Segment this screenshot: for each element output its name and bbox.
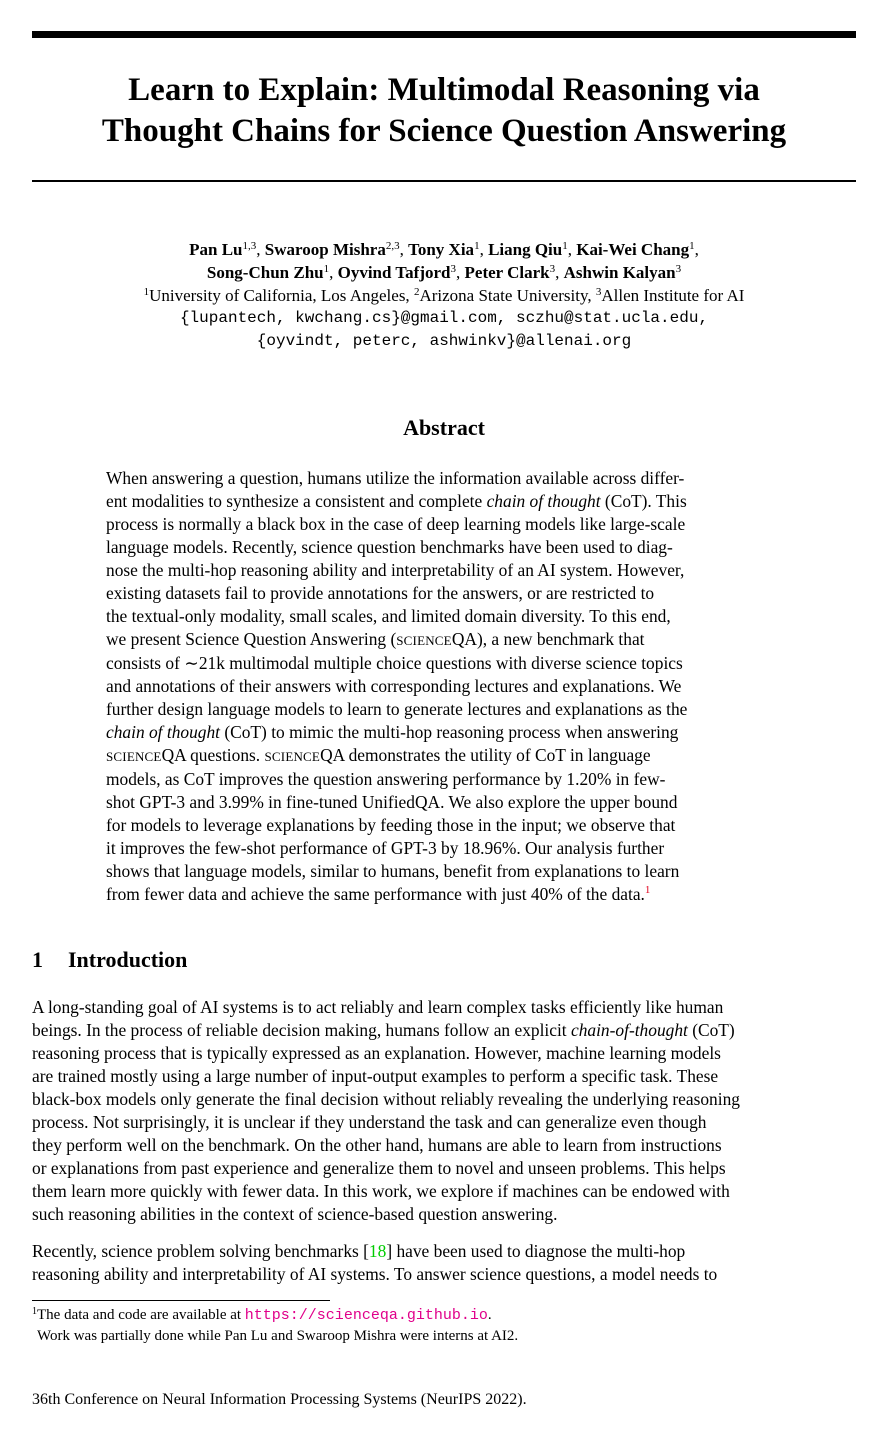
affiliations [32,284,856,307]
affiliation-mark: 2 [413,286,420,298]
abstract-line: consists of ∼21k multimodal multiple choice questions with diverse science topics [106,653,683,673]
affiliation-asu: Arizona State University, [419,286,596,305]
author-name: Pan Lu [189,240,243,259]
abstract-line: language models. Recently, science question benchmarks have been used to diag- [106,537,673,557]
affiliation-ucla: University of California, Los Angeles, [149,286,414,305]
author-affiliation-mark: 3 [450,263,457,275]
author-name: Liang Qiu [488,240,563,259]
abstract-line: for models to leverage explanations by feeding those in the input; we observe that [106,815,676,835]
footnote-link[interactable]: 1 [644,884,651,896]
author-name: Peter Clark [464,263,550,282]
abstract-line: process is normally a black box in the case of deep learning models like large-scale [106,514,686,534]
author-affiliation-mark: 1 [562,240,568,252]
email-line-1: {lupantech, kwchang.cs}@gmail.com, sczhu@stat.ucla.edu, [179,309,709,327]
body-line: are trained mostly using a large number of input-output examples to perform a specific task. These [32,1066,719,1086]
abstract-line: the textual-only modality, small scales, and limited domain diversity. To this end, [106,606,671,626]
body-line: process. Not surprisingly, it is unclear if they understand the task and can generalize even though [32,1112,707,1132]
author-affiliation-mark: 1 [323,263,330,275]
body-line: reasoning ability and interpretability of AI systems. To answer science questions, a model needs to [32,1264,718,1284]
author-line-2: Song-Chun Zhu$^1$, Oyvind Tafjord$^3$, Peter Clark$^3$, Ashwin Kalyan$^3$ [206,263,682,282]
title-line-1: Learn to Explain: Multimodal Reasoning via [128,72,760,108]
body-line: reasoning process that is typically expressed as an explanation. However, machine learning models [32,1043,721,1063]
body-line: Recently, science problem solving benchmarks [18] have been used to diagnose the multi-hop [32,1241,686,1261]
abstract-line: models, as CoT improves the question answering performance by 1.20% in few- [106,769,666,789]
paper-title [32,70,856,152]
abstract-line: When answering a question, humans utilize the information available across differ- [106,468,685,488]
body-line: or explanations from past experience and generalize them to novel and unseen problems. This helps [32,1158,726,1178]
body-line: them learn more quickly with fewer data. In this work, we explore if machines can be endowed with [32,1181,730,1201]
abstract-heading: Abstract [403,415,485,440]
author-name: Ashwin Kalyan [563,263,676,282]
section-number: 1 [32,947,43,972]
author-affiliation-mark: 3 [549,263,556,275]
citation-link[interactable]: 18 [368,1241,387,1261]
author-line-1: Pan Lu$^{1,3}$, Swaroop Mishra$^{2,3}$, Tony Xia$^1$, Liang Qiu$^1$, Kai-Wei Chang$^1$, [189,240,699,259]
abstract-line: further design language models to learn to generate lectures and explanations as the [106,699,688,719]
abstract-line: nose the multi-hop reasoning ability and interpretability of an AI system. However, [106,560,685,580]
abstract-line: chain of thought (CoT) to mimic the multi-hop reasoning process when answering [106,722,679,742]
email-line-2: {oyvindt, peterc, ashwinkv}@allenai.org [256,332,632,350]
abstract-line: SCIENCEQA questions. SCIENCEQA demonstrates the utility of CoT in language [106,745,651,765]
section-heading-introduction [32,946,187,974]
footnotes [32,1305,856,1346]
intro-paragraph-2 [32,1240,856,1286]
affiliation-ai2: Allen Institute for AI [601,286,745,305]
author-affiliation-mark: 1 [474,240,480,252]
abstract-line: existing datasets fail to provide annotations for the answers, or are restricted to [106,583,655,603]
author-name: Tony Xia [408,240,475,259]
dataset-url-link[interactable]: https://scienceqa.github.io [244,1307,488,1324]
title-line-2: Thought Chains for Science Question Answering [101,113,787,149]
author-affiliation-mark: 1 [689,240,695,252]
body-line: such reasoning abilities in the context of science-based question answering. [32,1204,558,1224]
title-top-rule [32,31,856,38]
affiliation-mark: 1 [143,286,150,298]
abstract-line: shows that language models, similar to humans, benefit from explanations to learn [106,861,680,881]
author-name: Kai-Wei Chang [576,240,690,259]
author-block [32,238,856,353]
section-title: Introduction [68,947,188,972]
abstract-line: we present Science Question Answering (SCIENCEQA), a new benchmark that [106,629,645,649]
author-affiliation-mark: 1,3 [242,240,257,252]
body-line: A long-standing goal of AI systems is to act reliably and learn complex tasks efficiently like human [32,997,724,1017]
paper-page [32,0,856,1442]
footnote-rule [32,1300,330,1301]
abstract-line: and annotations of their answers with corresponding lectures and explanations. We [106,676,682,696]
footnote-1: $^1$The data and code are available at https://scienceqa.github.io. [32,1306,492,1324]
abstract-line: from fewer data and achieve the same performance with just 40% of the data.$^1$ [106,884,651,904]
intro-paragraph-1 [32,996,856,1226]
author-affiliation-mark: 2,3 [385,240,400,252]
body-line: beings. In the process of reliable decision making, humans follow an explicit chain-of-thought (CoT) [32,1020,735,1040]
footnote-2: Work was partially done while Pan Lu and Swaroop Mishra were interns at AI2. [37,1328,519,1344]
author-name: Swaroop Mishra [264,240,386,259]
affiliation-mark: 3 [595,286,602,298]
author-name: Oyvind Tafjord [337,263,451,282]
footnote-mark: 1 [32,1306,37,1317]
conference-footer: 36th Conference on Neural Information Processing Systems (NeurIPS 2022). [32,1391,527,1408]
abstract-line: ent modalities to synthesize a consistent and complete chain of thought (CoT). This [106,491,687,511]
abstract-body [106,467,782,906]
author-affiliation-mark: 3 [675,263,682,275]
title-bottom-rule [32,180,856,182]
abstract-line: shot GPT-3 and 3.99% in fine-tuned UnifiedQA. We also explore the upper bound [106,792,678,812]
body-line: black-box models only generate the final decision without reliably revealing the underlying reasoning [32,1089,740,1109]
body-line: they perform well on the benchmark. On the other hand, humans are able to learn from instructions [32,1135,722,1155]
abstract-line: it improves the few-shot performance of GPT-3 by 18.96%. Our analysis further [106,838,665,858]
author-name: Song-Chun Zhu [206,263,324,282]
